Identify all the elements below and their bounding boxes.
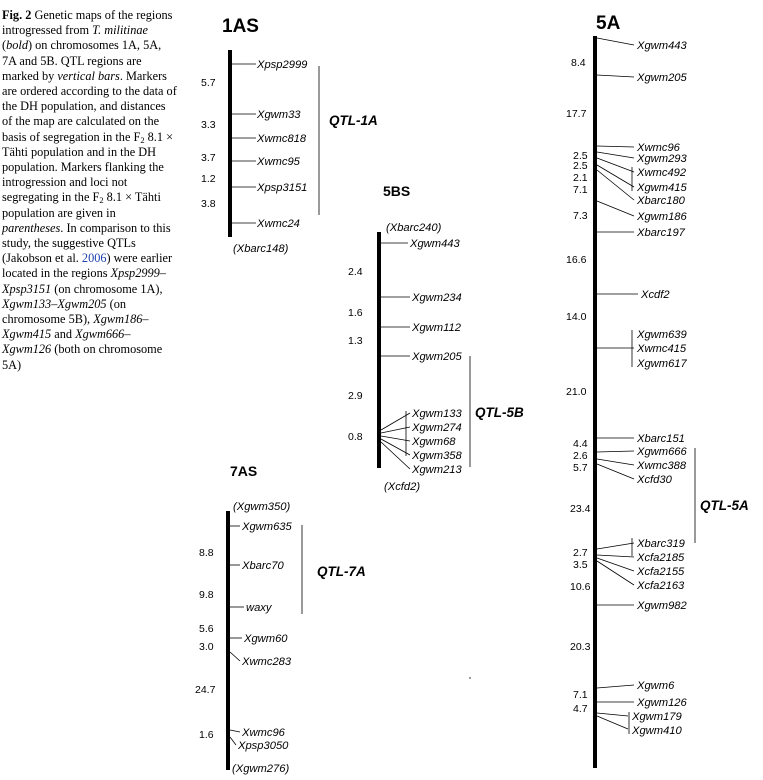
distance-label: 2.4 (348, 266, 363, 278)
marker-label: Xgwm443 (410, 238, 460, 250)
stray-dot (469, 677, 470, 678)
distance-label: 3.0 (199, 641, 214, 653)
distance-label: 1.3 (348, 335, 363, 347)
marker-label: Xgwm415 (637, 182, 687, 194)
caption-text: (on chromosome 1A), (54, 281, 163, 296)
distance-label: 1.6 (199, 729, 214, 741)
qtl-label: QTL-1A (329, 113, 378, 128)
marker-label: Xwmc95 (257, 156, 300, 168)
marker-label: Xgwm6 (637, 680, 675, 692)
caption-text: and (54, 327, 73, 342)
chromosome-bar (377, 232, 381, 468)
distance-label: 1.2 (201, 173, 216, 185)
chromosome-bar (226, 511, 230, 770)
distance-label: 7.3 (573, 210, 588, 222)
citation-link[interactable]: 2006 (81, 251, 107, 266)
caption-text: . Markers are ordered according to the data of the DH population, and distances of the map are calculated on the basis of segregation in the F (2, 68, 177, 144)
caption-text: 8.1 × Tähti population and in the DH population. Markers flanking the introgression and loci not segregating in the F (2, 129, 174, 205)
caption-subscript: 2 (99, 195, 104, 206)
figure-label: Fig. 2 (2, 8, 32, 22)
marker-label: Xgwm179 (632, 711, 682, 723)
marker-label: Xcfa2163 (637, 580, 685, 592)
marker-label: Xwmc818 (257, 133, 307, 145)
marker-label: Xcdf2 (641, 289, 670, 301)
marker-label: Xgwm205 (637, 72, 687, 84)
distance-label: 9.8 (199, 589, 214, 601)
distance-label: 2.5 (573, 160, 588, 172)
flanking-marker-label: (Xcfd2) (384, 481, 421, 493)
marker-label: Xgwm33 (257, 109, 301, 121)
marker-label: Xbarc319 (637, 538, 685, 550)
marker-label: Xwmc96 (637, 142, 680, 154)
marker-label: Xgwm60 (244, 633, 288, 645)
marker-label: Xbarc70 (242, 560, 284, 572)
marker-label: Xbarc197 (637, 227, 685, 239)
distance-label: 5.7 (201, 77, 216, 89)
flanking-marker-label: (Xgwm350) (233, 501, 291, 513)
qtl-label: QTL-7A (317, 564, 366, 579)
chromosome-7as (195, 463, 471, 775)
marker-label: Xgwm68 (412, 436, 456, 448)
distance-label: 10.6 (570, 581, 591, 593)
flanking-marker-label: (Xbarc240) (386, 222, 442, 234)
distance-label: 3.3 (201, 119, 216, 131)
flanking-marker-label: (Xbarc148) (233, 243, 289, 255)
distance-label: 21.0 (566, 386, 587, 398)
distance-label: 17.7 (566, 108, 587, 120)
caption-text: 8.1 × Tähti population are given in (2, 190, 161, 220)
distance-label: 0.8 (348, 431, 363, 443)
chromosome-title: 1AS (222, 16, 259, 37)
distance-label: 1.6 (348, 307, 363, 319)
marker-label: Xgwm635 (242, 521, 292, 533)
marker-label: Xcfa2155 (637, 566, 685, 578)
qtl-label: QTL-5B (475, 405, 524, 420)
distance-label: 4.4 (573, 438, 588, 450)
marker-label: Xwmc415 (637, 343, 687, 355)
distance-label: 3.7 (201, 152, 216, 164)
marker-label: Xgwm205 (412, 351, 462, 363)
caption-subscript: 2 (140, 134, 145, 145)
chromosome-1as (201, 16, 378, 255)
chromosome-title: 5BS (383, 183, 411, 199)
chromosome-5a (566, 13, 749, 768)
marker-label: Xgwm186 (637, 211, 687, 223)
distance-label: 2.7 (573, 547, 588, 559)
chromosome-title: 7AS (230, 463, 258, 479)
distance-label: 3.8 (201, 198, 216, 210)
marker-label: Xgwm112 (412, 322, 461, 334)
distance-label: 2.5 (573, 150, 588, 162)
flanking-marker-label: (Xgwm276) (232, 763, 290, 775)
chromosome-bar (228, 50, 232, 237)
marker-label: Xbarc151 (637, 433, 685, 445)
marker-label: Xgwm443 (637, 40, 687, 52)
distance-label: 8.4 (571, 57, 586, 69)
distance-label: 7.1 (573, 689, 588, 701)
marker-label: Xpsp3151 (257, 182, 308, 194)
chromosome-title: 5A (596, 13, 621, 34)
distance-label: 5.7 (573, 462, 588, 474)
distance-label: 5.6 (199, 623, 214, 635)
marker-label: Xcfd30 (637, 474, 672, 486)
caption-text: Genetic maps of the regions introgressed from (2, 8, 173, 38)
caption-text: . In comparison to this study, the suggestive QTLs (Jakobson et al. (2, 220, 171, 266)
chromosome-5bs (348, 183, 524, 493)
distance-label: 7.1 (573, 184, 588, 196)
distance-label: 14.0 (566, 311, 587, 323)
chromosome-bar (593, 36, 597, 768)
marker-label: Xwmc24 (257, 218, 300, 230)
qtl-label: QTL-5A (700, 498, 749, 513)
distance-label: 3.5 (573, 559, 588, 571)
caption-text: (on chromosome 5B), (2, 296, 127, 327)
caption-region: Xgwm133–Xgwm205 (2, 296, 107, 311)
distance-label: 8.8 (199, 547, 214, 559)
marker-label: Xbarc180 (637, 195, 685, 207)
caption-region: Xpsp2999–Xpsp3151 (2, 266, 166, 296)
marker-label: Xgwm982 (637, 600, 687, 612)
caption-region: Xgwm666–Xgwm126 (2, 327, 131, 357)
distance-label: 4.7 (573, 703, 588, 715)
marker-label: Xgwm274 (412, 422, 462, 434)
marker-label: Xwmc96 (242, 727, 285, 739)
marker-label: Xpsp3050 (238, 740, 289, 752)
marker-label: Xwmc492 (637, 167, 687, 179)
marker-label: Xwmc283 (242, 656, 292, 668)
caption-text: (both on chromosome 5A) (2, 342, 163, 372)
caption-species: T. militinae (92, 23, 148, 38)
marker-label: Xcfa2185 (637, 552, 685, 564)
marker-label: Xgwm358 (412, 450, 462, 462)
caption-text: ( (2, 38, 7, 53)
caption-text: ) were earlier located in the regions (2, 251, 173, 281)
distance-label: 2.9 (348, 390, 363, 402)
distance-label: 24.7 (195, 684, 216, 696)
marker-label: Xgwm126 (637, 697, 687, 709)
marker-label: Xgwm293 (637, 153, 687, 165)
distance-label: 23.4 (570, 503, 591, 515)
marker-label: Xgwm639 (637, 329, 687, 341)
caption-parentheses: parentheses (2, 220, 61, 235)
marker-label: Xgwm666 (637, 446, 687, 458)
caption-vertical-bars: vertical bars (57, 68, 120, 83)
marker-label: Xgwm617 (637, 358, 687, 370)
caption-bold-note: bold (6, 38, 28, 53)
distance-label: 20.3 (570, 641, 591, 653)
distance-label: 2.1 (573, 172, 588, 184)
distance-label: 16.6 (566, 254, 587, 266)
marker-label: Xgwm133 (412, 408, 462, 420)
caption-text: ) on chromosomes 1A, 5A, 7A and 5B. QTL regions are marked by (2, 38, 162, 83)
distance-label: 2.6 (573, 450, 588, 462)
marker-label: Xwmc388 (637, 460, 687, 472)
caption-region: Xgwm186–Xgwm415 (2, 312, 149, 342)
marker-label: Xgwm213 (412, 464, 462, 476)
marker-label: Xpsp2999 (257, 59, 308, 71)
marker-label: Xgwm234 (412, 292, 462, 304)
marker-label: waxy (246, 602, 272, 614)
marker-label: Xgwm410 (632, 725, 682, 737)
